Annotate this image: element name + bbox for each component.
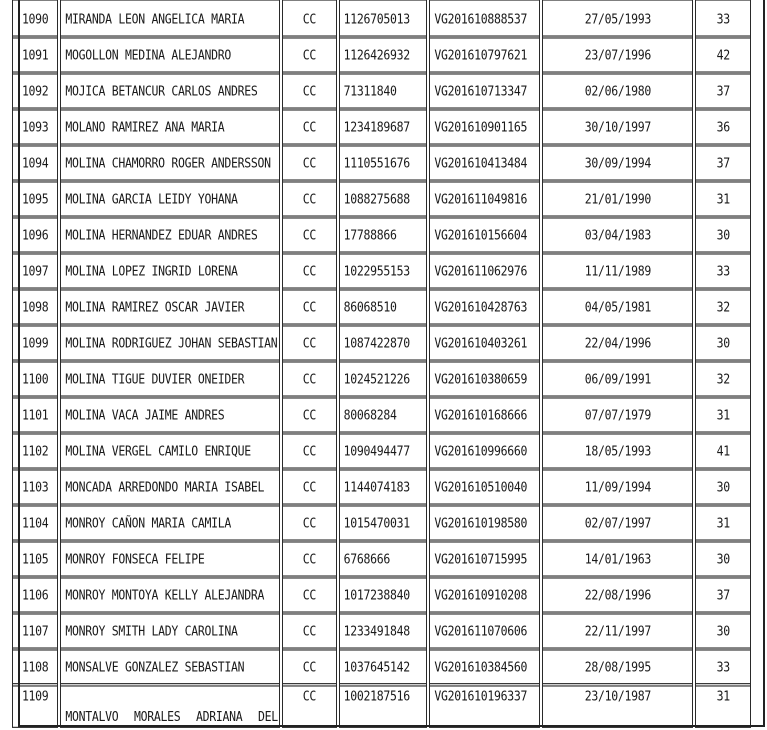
person-name: MONROY CAÑON MARIA CAMILA xyxy=(60,503,280,542)
table-row xyxy=(12,254,751,288)
table-row xyxy=(12,470,751,504)
registration-code: VG201610715995 xyxy=(429,539,540,578)
age-value: 31 xyxy=(695,395,751,434)
birth-date: 22/11/1997 xyxy=(542,611,693,650)
id-number: 1110551676 xyxy=(339,143,428,182)
table-row xyxy=(12,2,751,36)
birth-date: 02/07/1997 xyxy=(542,503,693,542)
document-type: CC xyxy=(282,647,336,686)
birth-date: 30/09/1994 xyxy=(542,143,693,182)
birth-date: 02/06/1980 xyxy=(542,71,693,110)
row-number: 1095 xyxy=(12,179,58,218)
id-number: 1090494477 xyxy=(339,431,428,470)
document-page xyxy=(10,0,753,726)
birth-date: 27/05/1993 xyxy=(542,0,693,39)
registration-code: VG201611062976 xyxy=(429,251,540,290)
person-name: MONSALVE GONZALEZ SEBASTIAN xyxy=(60,647,280,686)
age-value: 41 xyxy=(695,431,751,470)
id-number: 1015470031 xyxy=(339,503,428,542)
document-type: CC xyxy=(282,611,336,650)
roster-rows xyxy=(12,2,751,725)
row-number: 1094 xyxy=(12,143,58,182)
table-row xyxy=(12,146,751,180)
registration-code: VG201610198580 xyxy=(429,503,540,542)
table-row xyxy=(12,650,751,684)
person-name: MOLINA RODRIGUEZ JOHAN SEBASTIAN xyxy=(60,323,280,362)
person-name: MOLINA HERNANDEZ EDUAR ANDRES xyxy=(60,215,280,254)
age-value: 31 xyxy=(695,503,751,542)
age-value: 30 xyxy=(695,215,751,254)
roster-table xyxy=(10,0,753,727)
registration-code: VG201610797621 xyxy=(429,35,540,74)
age-value: 42 xyxy=(695,35,751,74)
table-row xyxy=(12,38,751,72)
table-row xyxy=(12,362,751,396)
id-number: 1024521226 xyxy=(339,359,428,398)
age-value: 32 xyxy=(695,359,751,398)
row-number: 1097 xyxy=(12,251,58,290)
person-name: MOLINA TIGUE DUVIER ONEIDER xyxy=(60,359,280,398)
age-value: 30 xyxy=(695,539,751,578)
document-type: CC xyxy=(282,179,336,218)
table-row xyxy=(12,74,751,108)
age-value: 33 xyxy=(695,0,751,39)
registration-code: VG201610384560 xyxy=(429,647,540,686)
row-number: 1099 xyxy=(12,323,58,362)
person-name: MOLINA CHAMORRO ROGER ANDERSSON xyxy=(60,143,280,182)
person-name: MOLINA LOPEZ INGRID LORENA xyxy=(60,251,280,290)
person-name: MONROY SMITH LADY CAROLINA xyxy=(60,611,280,650)
age-value: 32 xyxy=(695,287,751,326)
document-type: CC xyxy=(282,35,336,74)
registration-code: VG201611049816 xyxy=(429,179,540,218)
row-number: 1107 xyxy=(12,611,58,650)
row-number: 1109 xyxy=(12,683,58,728)
id-number: 1022955153 xyxy=(339,251,428,290)
id-number: 6768666 xyxy=(339,539,428,578)
registration-code: VG201610168666 xyxy=(429,395,540,434)
document-type: CC xyxy=(282,503,336,542)
person-name: MONROY FONSECA FELIPE xyxy=(60,539,280,578)
document-type: CC xyxy=(282,215,336,254)
document-type: CC xyxy=(282,251,336,290)
registration-code: VG201610996660 xyxy=(429,431,540,470)
table-row xyxy=(12,578,751,612)
id-number: 1017238840 xyxy=(339,575,428,614)
registration-code: VG201610428763 xyxy=(429,287,540,326)
id-number: 1037645142 xyxy=(339,647,428,686)
row-number: 1103 xyxy=(12,467,58,506)
birth-date: 11/11/1989 xyxy=(542,251,693,290)
id-number: 1087422870 xyxy=(339,323,428,362)
row-number: 1090 xyxy=(12,0,58,39)
registration-code: VG201610901165 xyxy=(429,107,540,146)
document-type: CC xyxy=(282,71,336,110)
row-number: 1102 xyxy=(12,431,58,470)
age-value: 30 xyxy=(695,611,751,650)
row-number: 1100 xyxy=(12,359,58,398)
id-number: 80068284 xyxy=(339,395,428,434)
birth-date: 23/07/1996 xyxy=(542,35,693,74)
table-row xyxy=(12,182,751,216)
registration-code: VG201610156604 xyxy=(429,215,540,254)
table-row xyxy=(12,218,751,252)
table-row xyxy=(12,686,751,725)
registration-code: VG201610910208 xyxy=(429,575,540,614)
table-row xyxy=(12,434,751,468)
id-number: 1088275688 xyxy=(339,179,428,218)
person-name: MIRANDA LEON ANGELICA MARIA xyxy=(60,0,280,39)
id-number: 1126426932 xyxy=(339,35,428,74)
person-name: MOLINA VERGEL CAMILO ENRIQUE xyxy=(60,431,280,470)
row-number: 1098 xyxy=(12,287,58,326)
registration-code: VG201610510040 xyxy=(429,467,540,506)
document-type: CC xyxy=(282,359,336,398)
registration-code: VG201610888537 xyxy=(429,0,540,39)
age-value: 33 xyxy=(695,251,751,290)
person-name: MONROY MONTOYA KELLY ALEJANDRA xyxy=(60,575,280,614)
age-value: 37 xyxy=(695,575,751,614)
id-number: 17788866 xyxy=(339,215,428,254)
registration-code: VG201610403261 xyxy=(429,323,540,362)
person-name: MONTALVO MORALES ADRIANA DEL xyxy=(60,683,280,728)
person-name: MOLINA RAMIREZ OSCAR JAVIER xyxy=(60,287,280,326)
birth-date: 22/08/1996 xyxy=(542,575,693,614)
age-value: 36 xyxy=(695,107,751,146)
document-type: CC xyxy=(282,539,336,578)
person-name: MOGOLLON MEDINA ALEJANDRO xyxy=(60,35,280,74)
registration-code: VG201610713347 xyxy=(429,71,540,110)
id-number: 1126705013 xyxy=(339,0,428,39)
id-number: 71311840 xyxy=(339,71,428,110)
document-type: CC xyxy=(282,467,336,506)
document-type: CC xyxy=(282,143,336,182)
birth-date: 07/07/1979 xyxy=(542,395,693,434)
document-type: CC xyxy=(282,107,336,146)
person-name: MOLINA GARCIA LEIDY YOHANA xyxy=(60,179,280,218)
age-value: 37 xyxy=(695,143,751,182)
person-name: MONCADA ARREDONDO MARIA ISABEL xyxy=(60,467,280,506)
birth-date: 23/10/1987 xyxy=(542,683,693,728)
table-row xyxy=(12,110,751,144)
id-number: 1144074183 xyxy=(339,467,428,506)
birth-date: 03/04/1983 xyxy=(542,215,693,254)
birth-date: 22/04/1996 xyxy=(542,323,693,362)
person-name: MOLANO RAMIREZ ANA MARIA xyxy=(60,107,280,146)
document-type: CC xyxy=(282,323,336,362)
row-number: 1106 xyxy=(12,575,58,614)
document-type: CC xyxy=(282,683,336,728)
table-row xyxy=(12,542,751,576)
registration-code: VG201611070606 xyxy=(429,611,540,650)
document-type: CC xyxy=(282,395,336,434)
birth-date: 06/09/1991 xyxy=(542,359,693,398)
row-number: 1093 xyxy=(12,107,58,146)
table-row xyxy=(12,614,751,648)
document-type: CC xyxy=(282,431,336,470)
age-value: 30 xyxy=(695,467,751,506)
age-value: 31 xyxy=(695,179,751,218)
birth-date: 18/05/1993 xyxy=(542,431,693,470)
id-number: 86068510 xyxy=(339,287,428,326)
birth-date: 28/08/1995 xyxy=(542,647,693,686)
birth-date: 21/01/1990 xyxy=(542,179,693,218)
age-value: 31 xyxy=(695,683,751,728)
registration-code: VG201610380659 xyxy=(429,359,540,398)
row-number: 1104 xyxy=(12,503,58,542)
birth-date: 11/09/1994 xyxy=(542,467,693,506)
table-row xyxy=(12,326,751,360)
age-value: 30 xyxy=(695,323,751,362)
registration-code: VG201610196337 xyxy=(429,683,540,728)
age-value: 33 xyxy=(695,647,751,686)
birth-date: 04/05/1981 xyxy=(542,287,693,326)
document-type: CC xyxy=(282,0,336,39)
age-value: 37 xyxy=(695,71,751,110)
row-number: 1091 xyxy=(12,35,58,74)
birth-date: 14/01/1963 xyxy=(542,539,693,578)
person-name: MOLINA VACA JAIME ANDRES xyxy=(60,395,280,434)
table-row xyxy=(12,398,751,432)
id-number: 1002187516 xyxy=(339,683,428,728)
registration-code: VG201610413484 xyxy=(429,143,540,182)
id-number: 1233491848 xyxy=(339,611,428,650)
table-row xyxy=(12,290,751,324)
table-row xyxy=(12,506,751,540)
row-number: 1108 xyxy=(12,647,58,686)
row-number: 1096 xyxy=(12,215,58,254)
id-number: 1234189687 xyxy=(339,107,428,146)
row-number: 1105 xyxy=(12,539,58,578)
document-type: CC xyxy=(282,575,336,614)
document-type: CC xyxy=(282,287,336,326)
row-number: 1101 xyxy=(12,395,58,434)
row-number: 1092 xyxy=(12,71,58,110)
person-name: MOJICA BETANCUR CARLOS ANDRES xyxy=(60,71,280,110)
birth-date: 30/10/1997 xyxy=(542,107,693,146)
